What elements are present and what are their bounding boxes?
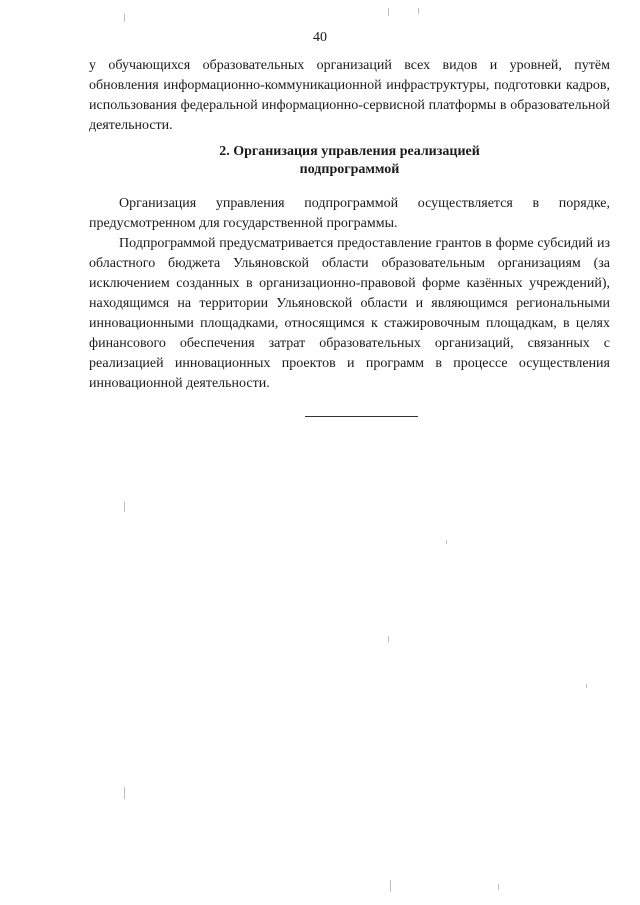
scan-speck bbox=[388, 8, 389, 16]
scan-speck bbox=[124, 787, 125, 799]
scan-speck bbox=[388, 636, 389, 642]
section-heading-line-2: подпрограммой bbox=[299, 162, 400, 177]
intro-paragraph: у обучающихся образовательных организаций всех видов и уровней, путём обновления информационно-коммуникационной инфраструктуры, подготовки кадров, использования федеральной информационно-сервисной платформы в образовательной деятельности. bbox=[89, 58, 610, 133]
scan-speck bbox=[124, 14, 125, 22]
scan-speck bbox=[446, 540, 447, 544]
section-heading bbox=[89, 143, 610, 179]
scan-speck bbox=[586, 684, 587, 688]
page-number: 40 bbox=[313, 30, 327, 45]
scan-speck bbox=[390, 880, 391, 892]
section-heading-line-1: 2. Организация управления реализацией bbox=[219, 144, 480, 159]
section-body bbox=[89, 194, 610, 394]
scan-speck bbox=[124, 502, 125, 512]
end-of-section-rule bbox=[305, 416, 418, 417]
scan-speck bbox=[498, 884, 499, 890]
body-paragraph-2: Подпрограммой предусматривается предоставление грантов в форме субсидий из областного бюджета Ульяновской области образовательным организациям (за исключением созданных в организационно-правовой форме казённых учреждений), находящимся на территории Ульяновской области и являющимся региональными инновационными площадками, относящимся к стажировочным площадкам, в целях финансового обеспечения затрат образовательных организаций, связанных с реализацией инновационных проектов и программ в процессе осуществления инновационной деятельности. bbox=[89, 236, 610, 391]
intro-paragraph-container bbox=[89, 56, 610, 136]
scan-speck bbox=[418, 8, 419, 14]
body-paragraph-1: Организация управления подпрограммой осуществляется в порядке, предусмотренном для государственной программы. bbox=[89, 196, 610, 231]
